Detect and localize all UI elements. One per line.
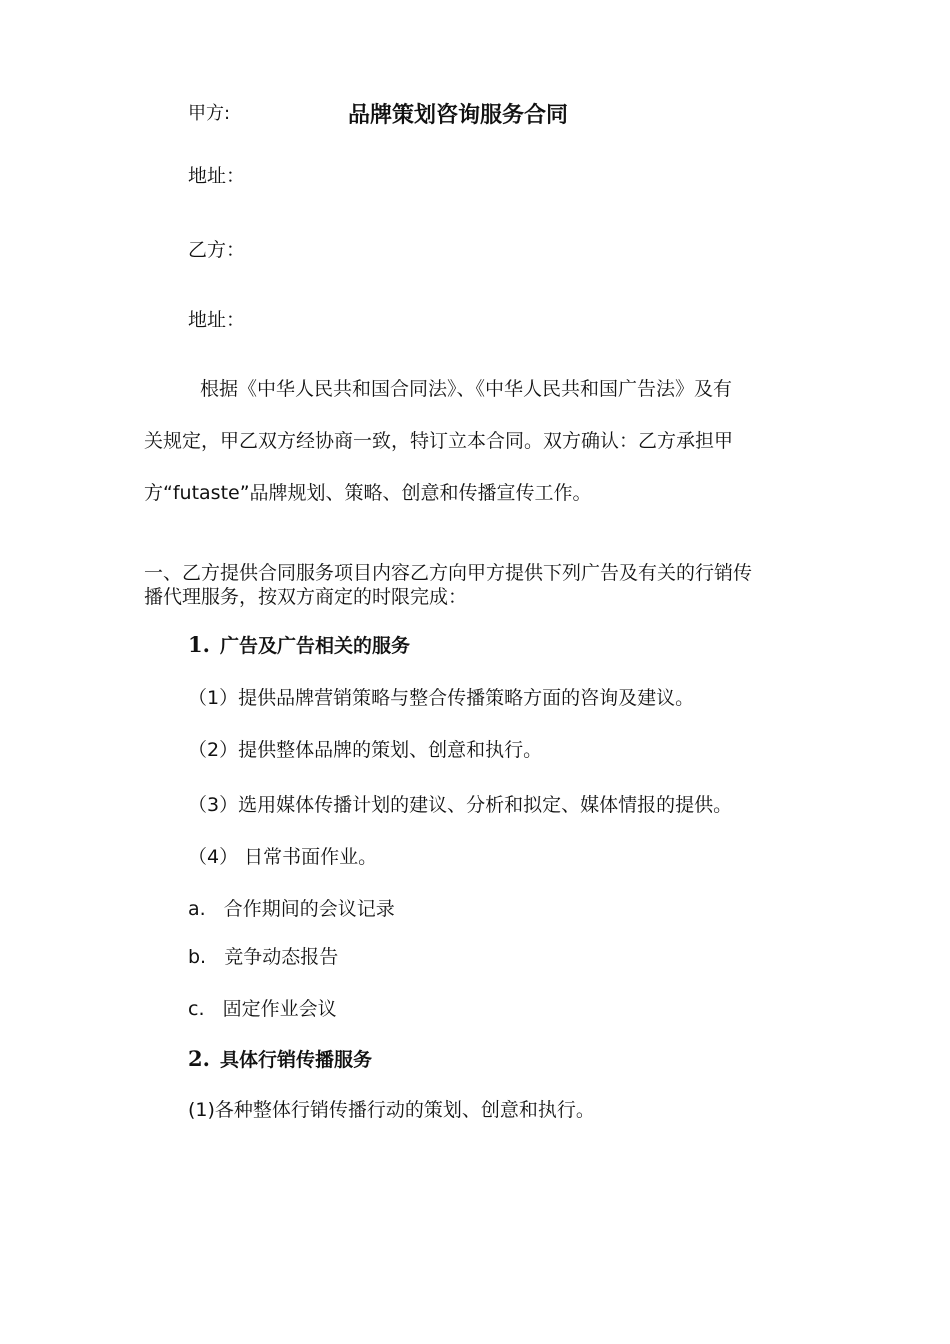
subsection-title: 广告及广告相关的服务 — [219, 635, 410, 657]
list-item: （1）提供品牌营销策略与整合传播策略方面的咨询及建议。 — [188, 687, 695, 709]
subsection-title: 具体行销传播服务 — [219, 1049, 372, 1071]
intro-line: 根据《中华人民共和国合同法》、《中华人民共和国广告法》及有 — [200, 378, 733, 400]
subsection-number: 2. — [188, 1046, 210, 1071]
list-item: （4） 日常书面作业。 — [188, 846, 378, 868]
letter-item: c. 固定作业会议 — [188, 998, 337, 1020]
letter-item: a. 合作期间的会议记录 — [188, 898, 395, 920]
subsection-heading — [188, 633, 410, 658]
letter-item: b. 竞争动态报告 — [188, 946, 339, 968]
intro-line: 关规定，甲乙双方经协商一致，特订立本合同。双方确认：乙方承担甲 — [144, 430, 734, 452]
intro-line: 方“futaste”品牌规划、策略、创意和传播宣传工作。 — [144, 482, 592, 504]
list-item: （3）选用媒体传播计划的建议、分析和拟定、媒体情报的提供。 — [188, 794, 733, 816]
party-a-label: 甲方: — [188, 103, 231, 124]
list-item: （2）提供整体品牌的策划、创意和执行。 — [188, 739, 543, 761]
section-heading-line: 一、乙方提供合同服务项目内容乙方向甲方提供下列广告及有关的行销传 — [144, 562, 753, 584]
party-a-address-label: 地址： — [188, 165, 246, 187]
subsection-heading — [188, 1047, 372, 1072]
subsection-number: 1. — [188, 632, 210, 657]
section-heading-line: 播代理服务，按双方商定的时限完成： — [144, 586, 468, 608]
party-b-label: 乙方： — [188, 239, 246, 261]
page-title: 品牌策划咨询服务合同 — [348, 103, 569, 128]
list-item: (1)各种整体行销传播行动的策划、创意和执行。 — [188, 1099, 595, 1121]
party-b-address-label: 地址： — [188, 309, 246, 331]
